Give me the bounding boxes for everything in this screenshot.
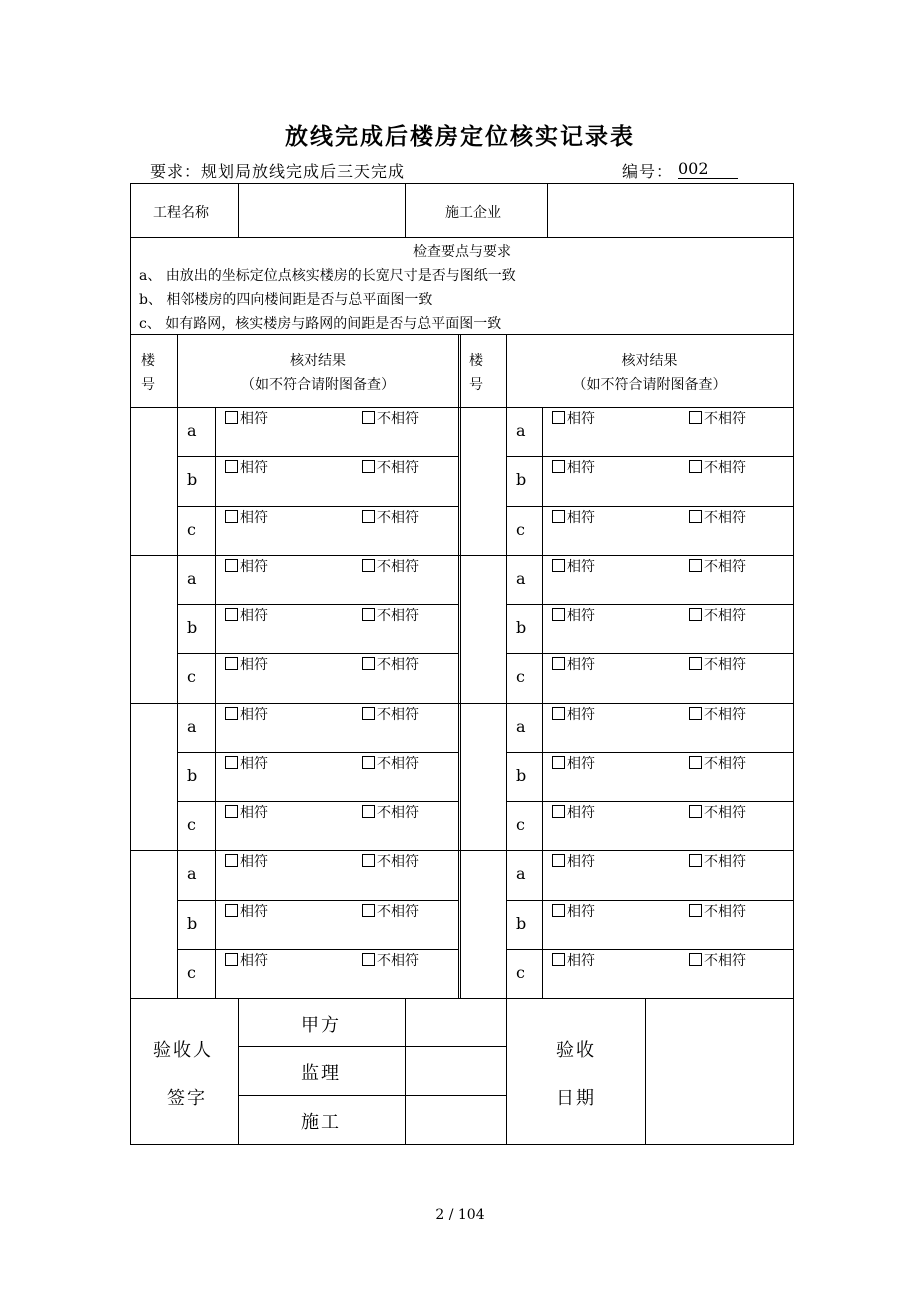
item-letter: a: [516, 569, 526, 588]
checkbox-icon: [552, 510, 565, 523]
match-label: 相符: [240, 510, 268, 526]
checkbox-icon: [225, 805, 238, 818]
checkbox-icon: [689, 707, 702, 720]
checkbox-icon: [689, 411, 702, 424]
checkbox-icon: [225, 707, 238, 720]
match-label: 相符: [567, 707, 595, 723]
item-letter: b: [516, 470, 527, 489]
checkbox-icon: [552, 854, 565, 867]
match-label: 相符: [567, 460, 595, 476]
checkbox-icon: [362, 608, 375, 621]
mismatch-label: 不相符: [704, 854, 746, 870]
supervision-signature[interactable]: [406, 1047, 506, 1095]
item-letter: c: [187, 815, 196, 834]
party-a-label: 甲方: [301, 1015, 341, 1036]
result-note-left: （如不符合请附图备查）: [241, 377, 395, 393]
checkbox-icon: [225, 510, 238, 523]
building-no-label-left: 楼: [141, 353, 155, 369]
item-letter: a: [187, 717, 197, 736]
match-checkbox[interactable]: [225, 805, 268, 821]
match-checkbox[interactable]: [552, 510, 595, 526]
match-checkbox[interactable]: [552, 805, 595, 821]
checkbox-icon: [362, 411, 375, 424]
mismatch-label: 不相符: [704, 608, 746, 624]
item-letter: b: [516, 914, 527, 933]
building-no-label-right-2: 号: [469, 377, 483, 393]
match-label: 相符: [240, 805, 268, 821]
checkbox-icon: [689, 657, 702, 670]
match-label: 相符: [567, 805, 595, 821]
construction-signature[interactable]: [406, 1096, 506, 1144]
item-letter: a: [187, 421, 197, 440]
checkbox-icon: [689, 608, 702, 621]
mismatch-checkbox[interactable]: [362, 904, 419, 920]
match-label: 相符: [567, 657, 595, 673]
checkbox-icon: [552, 756, 565, 769]
checkbox-icon: [552, 657, 565, 670]
mismatch-checkbox[interactable]: [689, 657, 746, 673]
item-letter: a: [187, 864, 197, 883]
match-label: 相符: [240, 904, 268, 920]
checkbox-icon: [225, 608, 238, 621]
match-label: 相符: [567, 510, 595, 526]
result-label-right: 核对结果: [621, 353, 678, 369]
item-letter: b: [187, 914, 198, 933]
mismatch-label: 不相符: [377, 707, 419, 723]
acceptance-label: 验收: [556, 1040, 596, 1061]
mismatch-label: 不相符: [704, 510, 746, 526]
mismatch-label: 不相符: [377, 805, 419, 821]
mismatch-label: 不相符: [704, 559, 746, 575]
checkbox-icon: [225, 559, 238, 572]
mismatch-label: 不相符: [704, 904, 746, 920]
match-checkbox[interactable]: [552, 411, 595, 427]
checkbox-icon: [689, 460, 702, 473]
mismatch-checkbox[interactable]: [362, 854, 419, 870]
match-checkbox[interactable]: [225, 707, 268, 723]
document-title: 放线完成后楼房定位核实记录表: [285, 123, 635, 150]
mismatch-label: 不相符: [377, 756, 419, 772]
match-label: 相符: [567, 953, 595, 969]
mismatch-label: 不相符: [704, 953, 746, 969]
checkbox-icon: [552, 904, 565, 917]
inspector-sign-label: 签字: [167, 1088, 207, 1109]
match-label: 相符: [567, 608, 595, 624]
checkbox-icon: [225, 657, 238, 670]
match-label: 相符: [240, 657, 268, 673]
match-checkbox[interactable]: [225, 559, 268, 575]
result-note-right: （如不符合请附图备查）: [572, 377, 727, 393]
item-letter: b: [187, 618, 198, 637]
checkbox-icon: [362, 657, 375, 670]
mismatch-label: 不相符: [377, 510, 419, 526]
page-number: 2 / 104: [435, 1207, 485, 1223]
item-letter: c: [516, 520, 525, 539]
match-checkbox[interactable]: [225, 904, 268, 920]
checkbox-icon: [552, 608, 565, 621]
checkbox-icon: [362, 953, 375, 966]
checkbox-icon: [552, 411, 565, 424]
result-label-left: 核对结果: [290, 353, 346, 369]
mismatch-label: 不相符: [704, 756, 746, 772]
mismatch-label: 不相符: [704, 460, 746, 476]
checkbox-icon: [362, 559, 375, 572]
match-label: 相符: [567, 756, 595, 772]
mismatch-checkbox[interactable]: [689, 854, 746, 870]
mismatch-label: 不相符: [377, 657, 419, 673]
check-point-b: b、 相邻楼房的四向楼间距是否与总平面图一致: [139, 292, 433, 308]
match-label: 相符: [240, 411, 268, 427]
mismatch-label: 不相符: [377, 953, 419, 969]
mismatch-label: 不相符: [704, 411, 746, 427]
checkbox-icon: [362, 756, 375, 769]
mismatch-checkbox[interactable]: [689, 510, 746, 526]
checkbox-icon: [225, 904, 238, 917]
match-label: 相符: [567, 904, 595, 920]
match-label: 相符: [240, 854, 268, 870]
mismatch-checkbox[interactable]: [362, 460, 419, 476]
acceptance-date-value[interactable]: [646, 999, 793, 1144]
checkbox-icon: [225, 756, 238, 769]
mismatch-label: 不相符: [704, 707, 746, 723]
item-letter: b: [187, 470, 198, 489]
mismatch-checkbox[interactable]: [362, 707, 419, 723]
checkbox-icon: [689, 510, 702, 523]
record-table: [130, 183, 794, 1145]
match-checkbox[interactable]: [552, 854, 595, 870]
item-letter: c: [516, 815, 525, 834]
match-checkbox[interactable]: [552, 460, 595, 476]
checkbox-icon: [362, 805, 375, 818]
check-point-a: a、 由放出的坐标定位点核实楼房的长宽尺寸是否与图纸一致: [139, 268, 516, 284]
mismatch-checkbox[interactable]: [362, 411, 419, 427]
match-checkbox[interactable]: [225, 411, 268, 427]
match-label: 相符: [567, 411, 595, 427]
mismatch-checkbox[interactable]: [362, 756, 419, 772]
checkbox-icon: [552, 805, 565, 818]
mismatch-label: 不相符: [377, 608, 419, 624]
checkbox-icon: [689, 904, 702, 917]
checkbox-icon: [362, 854, 375, 867]
mismatch-checkbox[interactable]: [689, 608, 746, 624]
supervision-label: 监理: [301, 1063, 341, 1084]
mismatch-label: 不相符: [704, 657, 746, 673]
date-label: 日期: [556, 1088, 596, 1109]
item-letter: a: [516, 717, 526, 736]
match-checkbox[interactable]: [225, 854, 268, 870]
mismatch-checkbox[interactable]: [362, 953, 419, 969]
construction-label: 施工: [301, 1112, 341, 1133]
checkbox-icon: [689, 854, 702, 867]
project-name-label: 工程名称: [153, 205, 209, 221]
checkbox-icon: [552, 460, 565, 473]
number-label: 编号：: [622, 162, 674, 181]
mismatch-checkbox[interactable]: [689, 953, 746, 969]
checkbox-icon: [552, 559, 565, 572]
checkbox-icon: [689, 953, 702, 966]
mismatch-checkbox[interactable]: [362, 510, 419, 526]
mismatch-checkbox[interactable]: [362, 608, 419, 624]
match-checkbox[interactable]: [552, 904, 595, 920]
mismatch-checkbox[interactable]: [689, 756, 746, 772]
construction-company-label: 施工企业: [445, 205, 501, 221]
checkbox-icon: [225, 953, 238, 966]
item-letter: c: [187, 963, 196, 982]
item-letter: c: [516, 667, 525, 686]
match-label: 相符: [240, 707, 268, 723]
building-no-label-right: 楼: [469, 353, 483, 369]
party-a-signature[interactable]: [406, 999, 506, 1046]
match-checkbox[interactable]: [552, 756, 595, 772]
checkbox-icon: [552, 953, 565, 966]
construction-company-value[interactable]: [548, 184, 793, 237]
check-points-title: 检查要点与要求: [413, 244, 511, 260]
mismatch-label: 不相符: [377, 559, 419, 575]
checkbox-icon: [689, 559, 702, 572]
match-checkbox[interactable]: [552, 953, 595, 969]
item-letter: b: [516, 766, 527, 785]
checkbox-icon: [362, 707, 375, 720]
match-checkbox[interactable]: [225, 953, 268, 969]
mismatch-label: 不相符: [377, 854, 419, 870]
checkbox-icon: [225, 460, 238, 473]
item-letter: b: [187, 766, 198, 785]
match-checkbox[interactable]: [552, 608, 595, 624]
checkbox-icon: [689, 805, 702, 818]
building-no-label-left-2: 号: [141, 377, 155, 393]
item-letter: c: [187, 520, 196, 539]
mismatch-checkbox[interactable]: [362, 559, 419, 575]
item-letter: a: [516, 864, 526, 883]
match-label: 相符: [240, 460, 268, 476]
match-label: 相符: [567, 559, 595, 575]
mismatch-label: 不相符: [377, 411, 419, 427]
match-checkbox[interactable]: [225, 460, 268, 476]
checkbox-icon: [689, 756, 702, 769]
match-checkbox[interactable]: [225, 657, 268, 673]
match-label: 相符: [240, 559, 268, 575]
match-label: 相符: [240, 756, 268, 772]
check-point-c: c、 如有路网，核实楼房与路网的间距是否与总平面图一致: [139, 316, 502, 332]
item-letter: a: [516, 421, 526, 440]
mismatch-checkbox[interactable]: [689, 707, 746, 723]
checkbox-icon: [362, 510, 375, 523]
match-checkbox[interactable]: [225, 608, 268, 624]
match-label: 相符: [567, 854, 595, 870]
checkbox-icon: [225, 411, 238, 424]
item-letter: a: [187, 569, 197, 588]
mismatch-label: 不相符: [704, 805, 746, 821]
mismatch-checkbox[interactable]: [362, 805, 419, 821]
inspector-label: 验收人: [153, 1040, 213, 1061]
mismatch-checkbox[interactable]: [689, 411, 746, 427]
requirement-text: 要求：规划局放线完成后三天完成: [150, 162, 406, 181]
mismatch-label: 不相符: [377, 904, 419, 920]
mismatch-checkbox[interactable]: [362, 657, 419, 673]
checkbox-icon: [552, 707, 565, 720]
mismatch-checkbox[interactable]: [689, 460, 746, 476]
mismatch-label: 不相符: [377, 460, 419, 476]
mismatch-checkbox[interactable]: [689, 805, 746, 821]
match-label: 相符: [240, 608, 268, 624]
checkbox-icon: [362, 460, 375, 473]
mismatch-checkbox[interactable]: [689, 559, 746, 575]
match-label: 相符: [240, 953, 268, 969]
item-letter: c: [516, 963, 525, 982]
match-checkbox[interactable]: [225, 510, 268, 526]
project-name-value[interactable]: [239, 184, 405, 237]
item-letter: b: [516, 618, 527, 637]
item-letter: c: [187, 667, 196, 686]
match-checkbox[interactable]: [552, 707, 595, 723]
match-checkbox[interactable]: [225, 756, 268, 772]
checkbox-icon: [225, 854, 238, 867]
checkbox-icon: [362, 904, 375, 917]
number-value: 002: [678, 159, 738, 179]
match-checkbox[interactable]: [552, 657, 595, 673]
mismatch-checkbox[interactable]: [689, 904, 746, 920]
match-checkbox[interactable]: [552, 559, 595, 575]
